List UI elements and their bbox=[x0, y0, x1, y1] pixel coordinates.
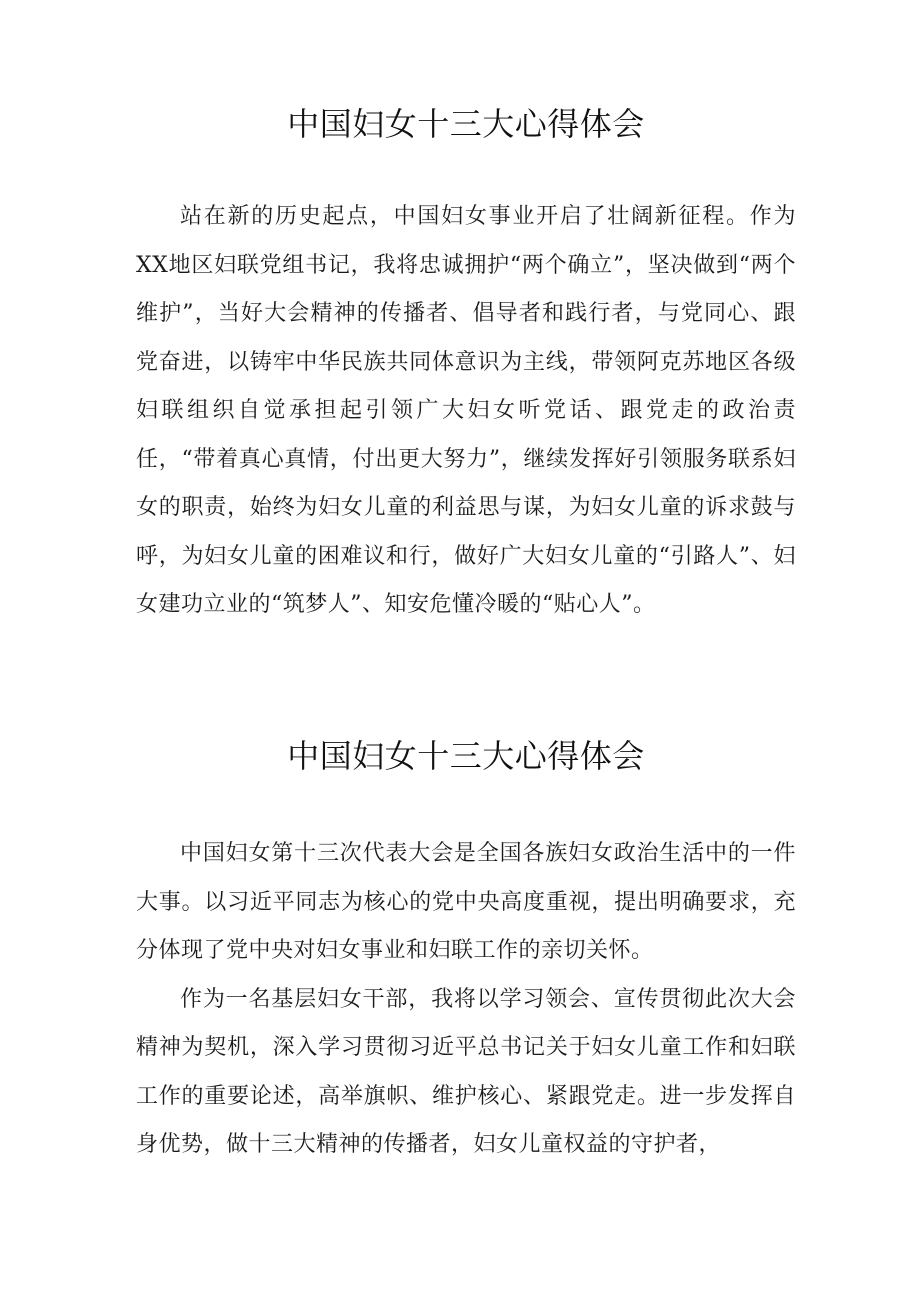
article-title-1: 中国妇女十三大心得体会 bbox=[287, 105, 645, 143]
article-title-2: 中国妇女十三大心得体会 bbox=[287, 737, 645, 775]
article-2-paragraph-2: 作为一名基层妇女干部，我将以学习领会、宣传贯彻此次大会精神为契机，深入学习贯彻习近平总书记关于妇女儿童工作和妇联工作的重要论述，高举旗帜、维护核心、紧跟党走。进一步发挥自身优势，做十三大精神的传播者，妇女儿童权益的守护者， bbox=[136, 986, 796, 1157]
article-2-paragraph-1: 中国妇女第十三次代表大会是全国各族妇女政治生活中的一件大事。以习近平同志为核心的党中央高度重视，提出明确要求，充分体现了党中央对妇女事业和妇联工作的亲切关怀。 bbox=[136, 841, 796, 963]
article-section-2 bbox=[136, 732, 796, 1170]
article-section-1 bbox=[136, 100, 796, 630]
article-1-paragraph-1: 站在新的历史起点，中国妇女事业开启了壮阔新征程。作为XX地区妇联党组书记，我将忠诚拥护“两个确立”，坚决做到“两个维护”，当好大会精神的传播者、倡导者和践行者，与党同心、跟党奋进，以铸牢中华民族共同体意识为主线，带领阿克苏地区各级妇联组织自觉承担起引领广大妇女听党话、跟党走的政治责任，“带着真心真情，付出更大努力”，继续发挥好引领服务联系妇女的职责，始终为妇女儿童的利益思与谋，为妇女儿童的诉求鼓与呼，为妇女儿童的困难议和行，做好广大妇女儿童的“引路人”、妇女建功立业的“筑梦人”、知安危懂冷暖的“贴心人”。 bbox=[136, 204, 796, 617]
